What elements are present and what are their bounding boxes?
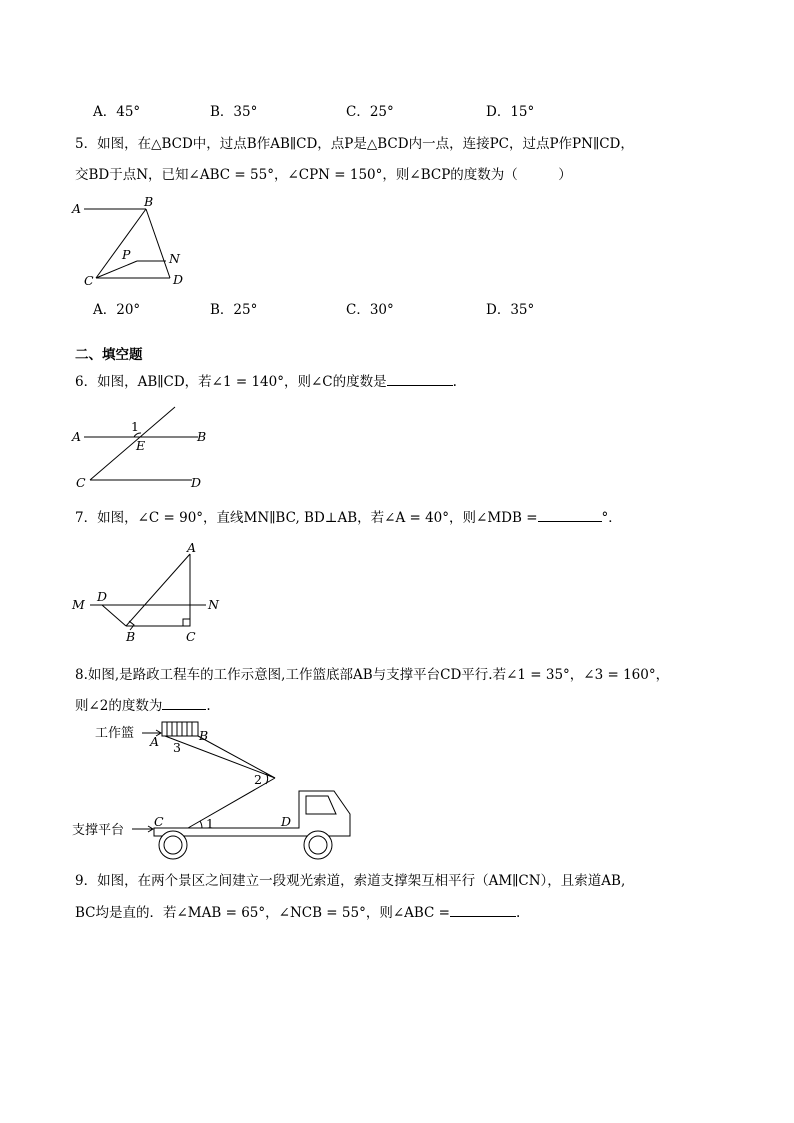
q6-label-d: D [191, 475, 202, 490]
q5-text-line1: 5．如图，在△BCD中，过点B作AB∥CD，点P是△BCD内一点，连接PC，过点P作PN∥CD， [75, 136, 634, 152]
q5-label-n: N [169, 251, 180, 266]
q7-label-m: M [72, 597, 85, 612]
q6-label-angle-1: 1 [131, 419, 139, 434]
label-work-basket: 工作篮 [95, 726, 135, 741]
q5-option-d: D．35° [486, 302, 535, 318]
q5-option-a: A．20° [93, 302, 141, 318]
q7-label-n: N [208, 597, 219, 612]
q6-stem: 6．如图，AB∥CD，若∠1 = 140°，则∠C的度数是 [75, 374, 387, 390]
q4-option-d: D．15° [486, 104, 535, 120]
q6-answer-blank[interactable] [387, 373, 453, 386]
q6-figure [70, 403, 220, 493]
q9-answer-blank[interactable] [450, 904, 516, 917]
q8-answer-blank[interactable] [162, 697, 206, 710]
q4-option-b: B．35° [210, 104, 258, 120]
q8-end: . [206, 698, 211, 714]
q7-label-d: D [97, 589, 108, 604]
q7-answer-blank[interactable] [538, 509, 602, 522]
q7-end: °． [601, 510, 622, 526]
q7-stem: 7．如图，∠C = 90°，直线MN∥BC, BD⊥AB，若∠A = 40°，则∠MDB = [75, 510, 538, 526]
q7-text [75, 509, 622, 527]
q5-option-b: B．25° [210, 302, 258, 318]
q5-label-d: D [173, 272, 184, 287]
q8-text-line1: 8.如图,是路政工程车的工作示意图,工作篮底部AB与支撑平台CD平行.若∠1 = 35°，∠3 = 160°， [75, 667, 670, 683]
label-support-platform: 支撑平台 [72, 823, 125, 838]
q9-end: . [516, 905, 521, 921]
q7-label-c: C [186, 629, 196, 644]
q8-text-line2 [75, 697, 211, 715]
q8-label-a: A [150, 734, 160, 749]
q5-text-line2: 交BD于点N，已知∠ABC = 55°，∠CPN = 150°，则∠BCP的度数为（ ） [75, 167, 572, 183]
q6-label-e: E [136, 438, 146, 453]
q5-label-c: C [84, 273, 94, 288]
q5-label-b: B [144, 194, 154, 209]
q6-label-b: B [197, 429, 207, 444]
q4-option-c: C．25° [346, 104, 394, 120]
q5-option-c: C．30° [346, 302, 394, 318]
q6-label-a: A [72, 429, 82, 444]
q6-label-c: C [76, 475, 86, 490]
q9-stem: BC均是直的．若∠MAB = 65°，∠NCB = 55°，则∠ABC = [75, 905, 450, 921]
q8-label-d: D [281, 814, 292, 829]
q7-label-b: B [126, 629, 136, 644]
section-title: 二、填空题 [75, 347, 143, 363]
q8-label-angle-3: 3 [173, 740, 181, 755]
q7-figure [70, 540, 230, 648]
q5-figure [70, 195, 200, 290]
q8-label-angle-2: 2 [254, 772, 262, 787]
q8-label-b: B [199, 728, 209, 743]
q5-label-a: A [72, 201, 82, 216]
q9-text-line2 [75, 904, 520, 922]
q7-label-a: A [187, 540, 197, 555]
q8-stem: 则∠2的度数为 [75, 698, 163, 714]
q8-figure [70, 718, 360, 868]
q6-end: . [452, 374, 457, 390]
q6-text [75, 373, 457, 391]
q5-label-p: P [122, 247, 131, 262]
q9-text-line1: 9．如图，在两个景区之间建立一段观光索道，索道支撑架互相平行（AM∥CN），且索道AB, [75, 873, 626, 889]
q4-option-a: A．45° [93, 104, 141, 120]
q8-label-c: C [154, 814, 164, 829]
q8-label-angle-1: 1 [206, 816, 214, 831]
